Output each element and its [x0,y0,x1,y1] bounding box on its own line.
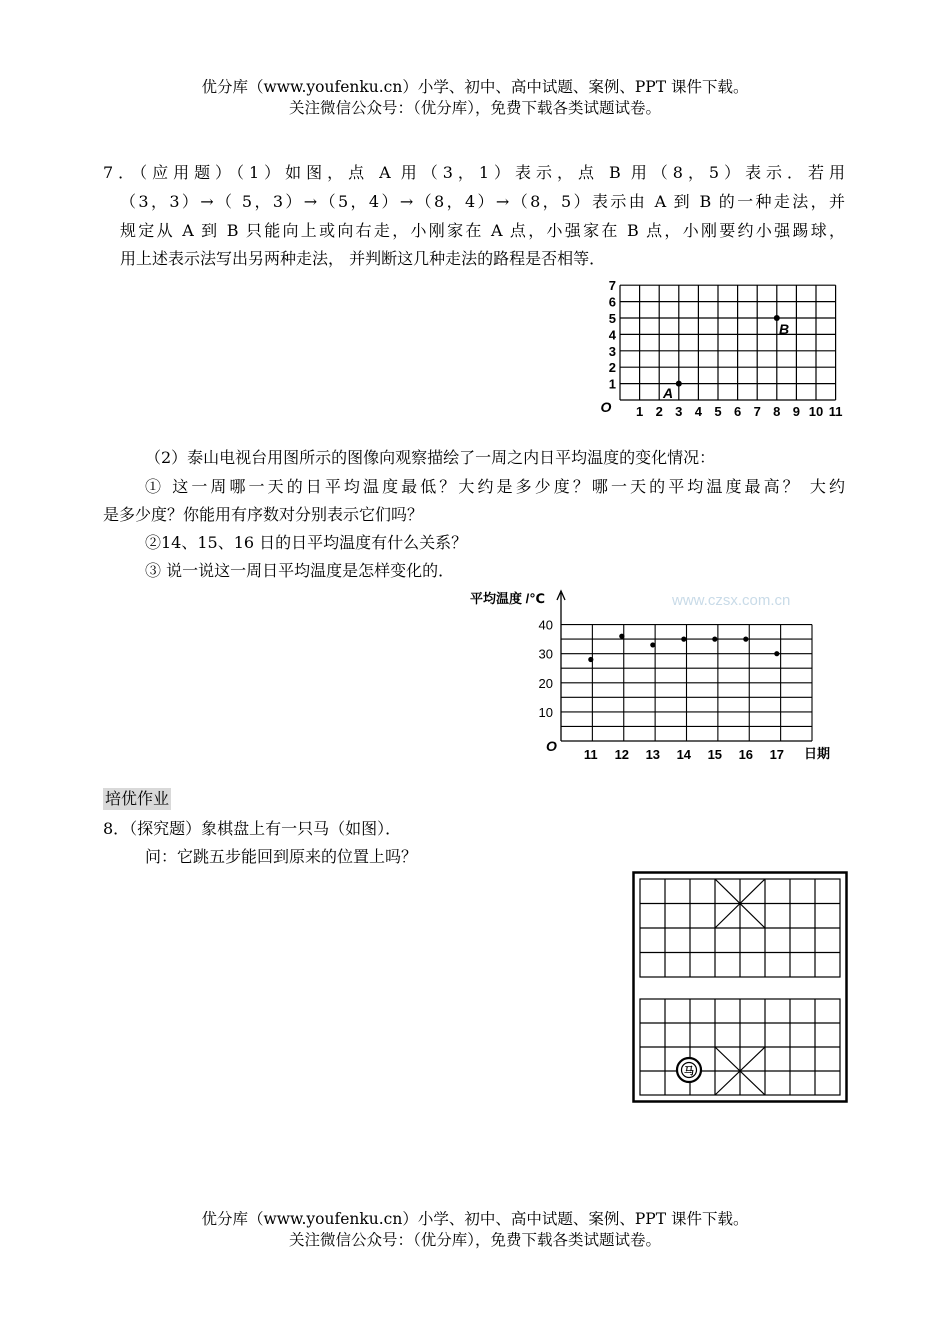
q7-sub1-line-a: ① 这一周哪一天的日平均温度最低？大约是多少度？哪一天的平均温度最高？ 大约 [145,477,845,496]
chart-x-tick-label: 11 [583,747,598,762]
grid-x-tick-label: 7 [753,404,761,419]
chart-x-tick-label: 12 [614,747,630,762]
chart-points [588,634,779,662]
grid-y-tick-label: 2 [608,360,616,376]
footer-line-2: 关注微信公众号：（优分库），免费下载各类试题试卷。 [288,1231,661,1249]
chart-data-point [712,637,717,642]
chart-origin-label: O [546,738,557,754]
grid-x-tick-label: 3 [675,404,683,419]
chart-watermark: www.czsx.com.cn [672,592,791,609]
q8-line-1: 8．（探究题）象棋盘上有一只马（如图）． [103,819,402,838]
homework-tag: 培优作业 [105,789,170,808]
footer-line-1: 优分库（www.youfenku.cn）小学、初中、高中试题、案例、PPT 课件下载。 [201,1210,749,1228]
chess-horse-piece [677,1058,701,1082]
grid-y-tick-label: 5 [608,311,616,326]
grid-x-tick-label: 2 [655,404,663,419]
q7-line-2: （3，3）→（ 5，3）→（5，4）→（8，4）→（8，5）表示由 A 到 B 的一种走法，并 [120,192,845,211]
chess-board-figure [632,871,848,1103]
grid-x-tick-label: 1 [635,404,644,419]
grid-y-ticks [609,278,617,391]
point-a-label: A [663,385,674,401]
q7-part2-intro: （2）泰山电视台用图所示的图像向观察描绘了一周之内日平均温度的变化情况： [145,448,716,467]
chart-data-point [743,637,748,642]
q7-line-1: 7．（应用题）（1）如图，点 A 用（3，1）表示，点 B 用（8，5）表示．若用 [103,163,845,182]
chart-y-tick-label: 40 [538,617,553,633]
q8-line-2: 问：它跳五步能回到原来的位置上吗？ [145,847,418,866]
grid-lines [620,285,836,400]
temperature-chart [462,585,847,765]
chart-axes [557,591,812,741]
header-line-2: 关注微信公众号：（优分库），免费下载各类试题试卷。 [288,99,661,117]
grid-x-tick-label: 11 [828,404,843,419]
chart-data-point [588,657,593,662]
q7-sub3: ③ 说一说这一周日平均温度是怎样变化的． [145,561,455,580]
point-b-label: B [779,321,790,337]
grid-origin-label: O [600,399,612,415]
chart-grid [561,625,812,741]
grid-x-tick-label: 5 [714,404,722,419]
chart-x-tick-label: 15 [707,747,723,762]
q7-line-3: 规定从 A 到 B 只能向上或向右走，小刚家在 A 点，小强家在 B 点，小刚要约小强踢球， [120,221,845,240]
chart-y-tick-label: 10 [538,704,553,720]
chart-x-axis-label: 日期 [804,746,831,761]
grid-y-tick-label: 1 [608,376,616,392]
grid-y-tick-label: 6 [608,294,616,310]
chart-x-tick-label: 16 [738,747,754,762]
coordinate-grid-figure [596,274,848,424]
chart-data-point [681,637,686,642]
chart-x-tick-label: 13 [645,747,661,762]
grid-x-tick-label: 9 [792,404,801,419]
chart-x-tick-label: 14 [676,747,692,762]
chess-horse-label: 马 [684,1066,694,1078]
grid-x-tick-label: 8 [773,404,781,419]
grid-x-tick-label: 4 [694,404,703,419]
grid-x-ticks [636,404,842,419]
chart-y-tick-label: 30 [538,646,553,662]
header-line-1: 优分库（www.youfenku.cn）小学、初中、高中试题、案例、PPT 课件下载。 [201,78,749,96]
chart-data-point [619,634,624,639]
chart-y-ticks [539,618,553,720]
grid-x-tick-label: 10 [808,404,824,419]
grid-x-tick-label: 6 [733,404,742,419]
grid-y-tick-label: 4 [608,327,616,343]
chart-y-tick-label: 20 [538,675,553,691]
chart-data-point [774,651,779,656]
q7-sub2: ②14、15、16 日的日平均温度有什么关系？ [145,533,468,552]
q7-sub1-line-b: 是多少度？你能用有序数对分别表示它们吗？ [103,505,424,524]
chart-x-tick-label: 17 [769,747,785,762]
chess-grid [640,879,840,1095]
q7-line-4: 用上述表示法写出另两种走法， 并判断这几种走法的路程是否相等． [120,249,606,268]
point-a-dot [676,381,682,387]
chart-x-ticks [584,747,784,762]
grid-y-tick-label: 3 [608,343,616,359]
grid-y-tick-label: 7 [608,278,616,294]
chart-y-axis-label: 平均温度 /℃ [470,591,545,606]
chart-data-point [650,642,655,647]
